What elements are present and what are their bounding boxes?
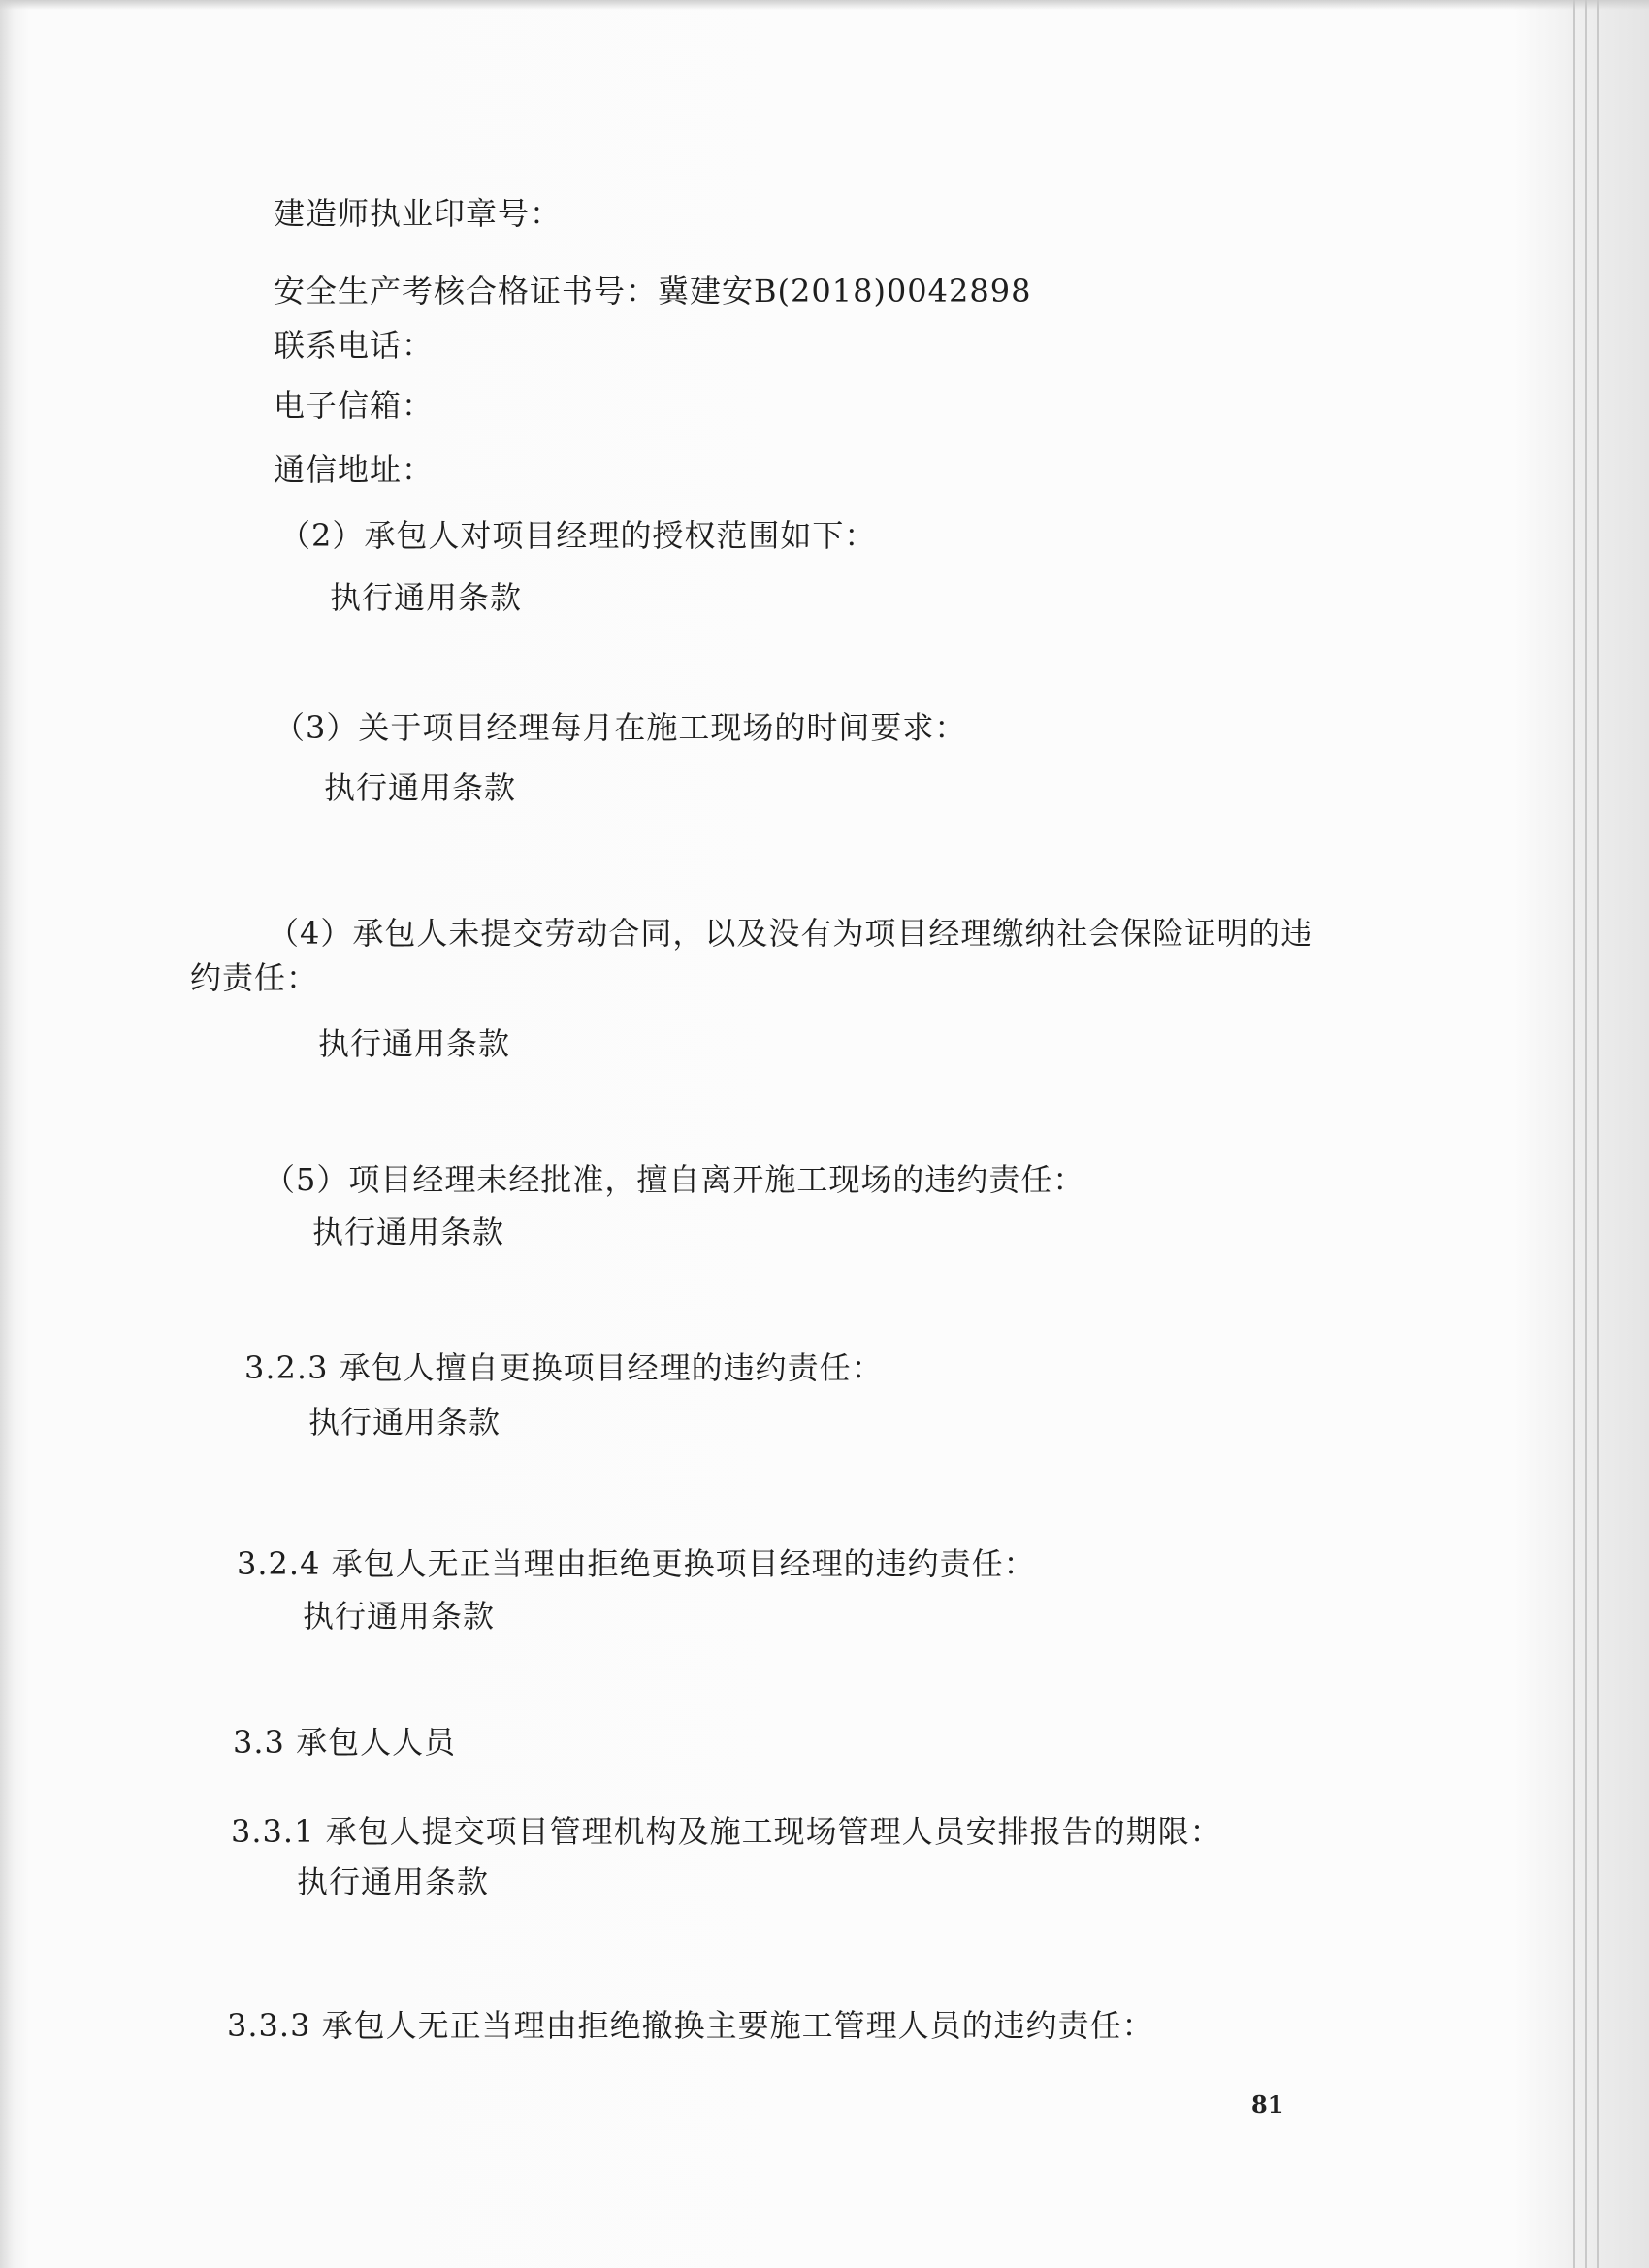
top-shadow (0, 0, 1649, 10)
text-line: 通信地址： (274, 451, 435, 488)
text-line: （5）项目经理未经批准，擅自离开施工现场的违约责任： (264, 1161, 1085, 1198)
text-line: 3.2.4 承包人无正当理由拒绝更换项目经理的违约责任： (237, 1545, 1036, 1582)
text-line: 3.2.3 承包人擅自更换项目经理的违约责任： (244, 1349, 884, 1386)
page-edge (1585, 0, 1587, 2268)
text-line: 3.3.3 承包人无正当理由拒绝撤换主要施工管理人员的违约责任： (227, 2007, 1154, 2044)
text-line: （2）承包人对项目经理的授权范围如下： (279, 517, 877, 554)
text-line: 电子信箱： (274, 387, 435, 424)
text-line: 执行通用条款 (324, 769, 517, 806)
text-line: （4）承包人未提交劳动合同，以及没有为项目经理缴纳社会保险证明的违 (268, 915, 1313, 952)
page-edge (1573, 0, 1575, 2268)
text-line: 3.3.1 承包人提交项目管理机构及施工现场管理人员安排报告的期限： (231, 1813, 1222, 1850)
text-line: 联系电话： (274, 327, 435, 364)
text-line: 执行通用条款 (330, 579, 523, 616)
text-line: 执行通用条款 (312, 1214, 505, 1250)
text-line: 执行通用条款 (318, 1025, 511, 1062)
text-line: 安全生产考核合格证书号：冀建安B(2018)0042898 (274, 273, 1032, 309)
text-line: 执行通用条款 (297, 1863, 490, 1900)
text-line: 执行通用条款 (308, 1404, 501, 1441)
page-number: 81 (1251, 2090, 1284, 2119)
text-line: 3.3 承包人人员 (233, 1724, 457, 1761)
text-line: 建造师执业印章号： (274, 195, 563, 232)
page-edge (1597, 0, 1599, 2268)
text-line: 执行通用条款 (303, 1598, 496, 1635)
text-line: 约责任： (190, 959, 319, 996)
text-line: （3）关于项目经理每月在施工现场的时间要求： (274, 709, 967, 746)
